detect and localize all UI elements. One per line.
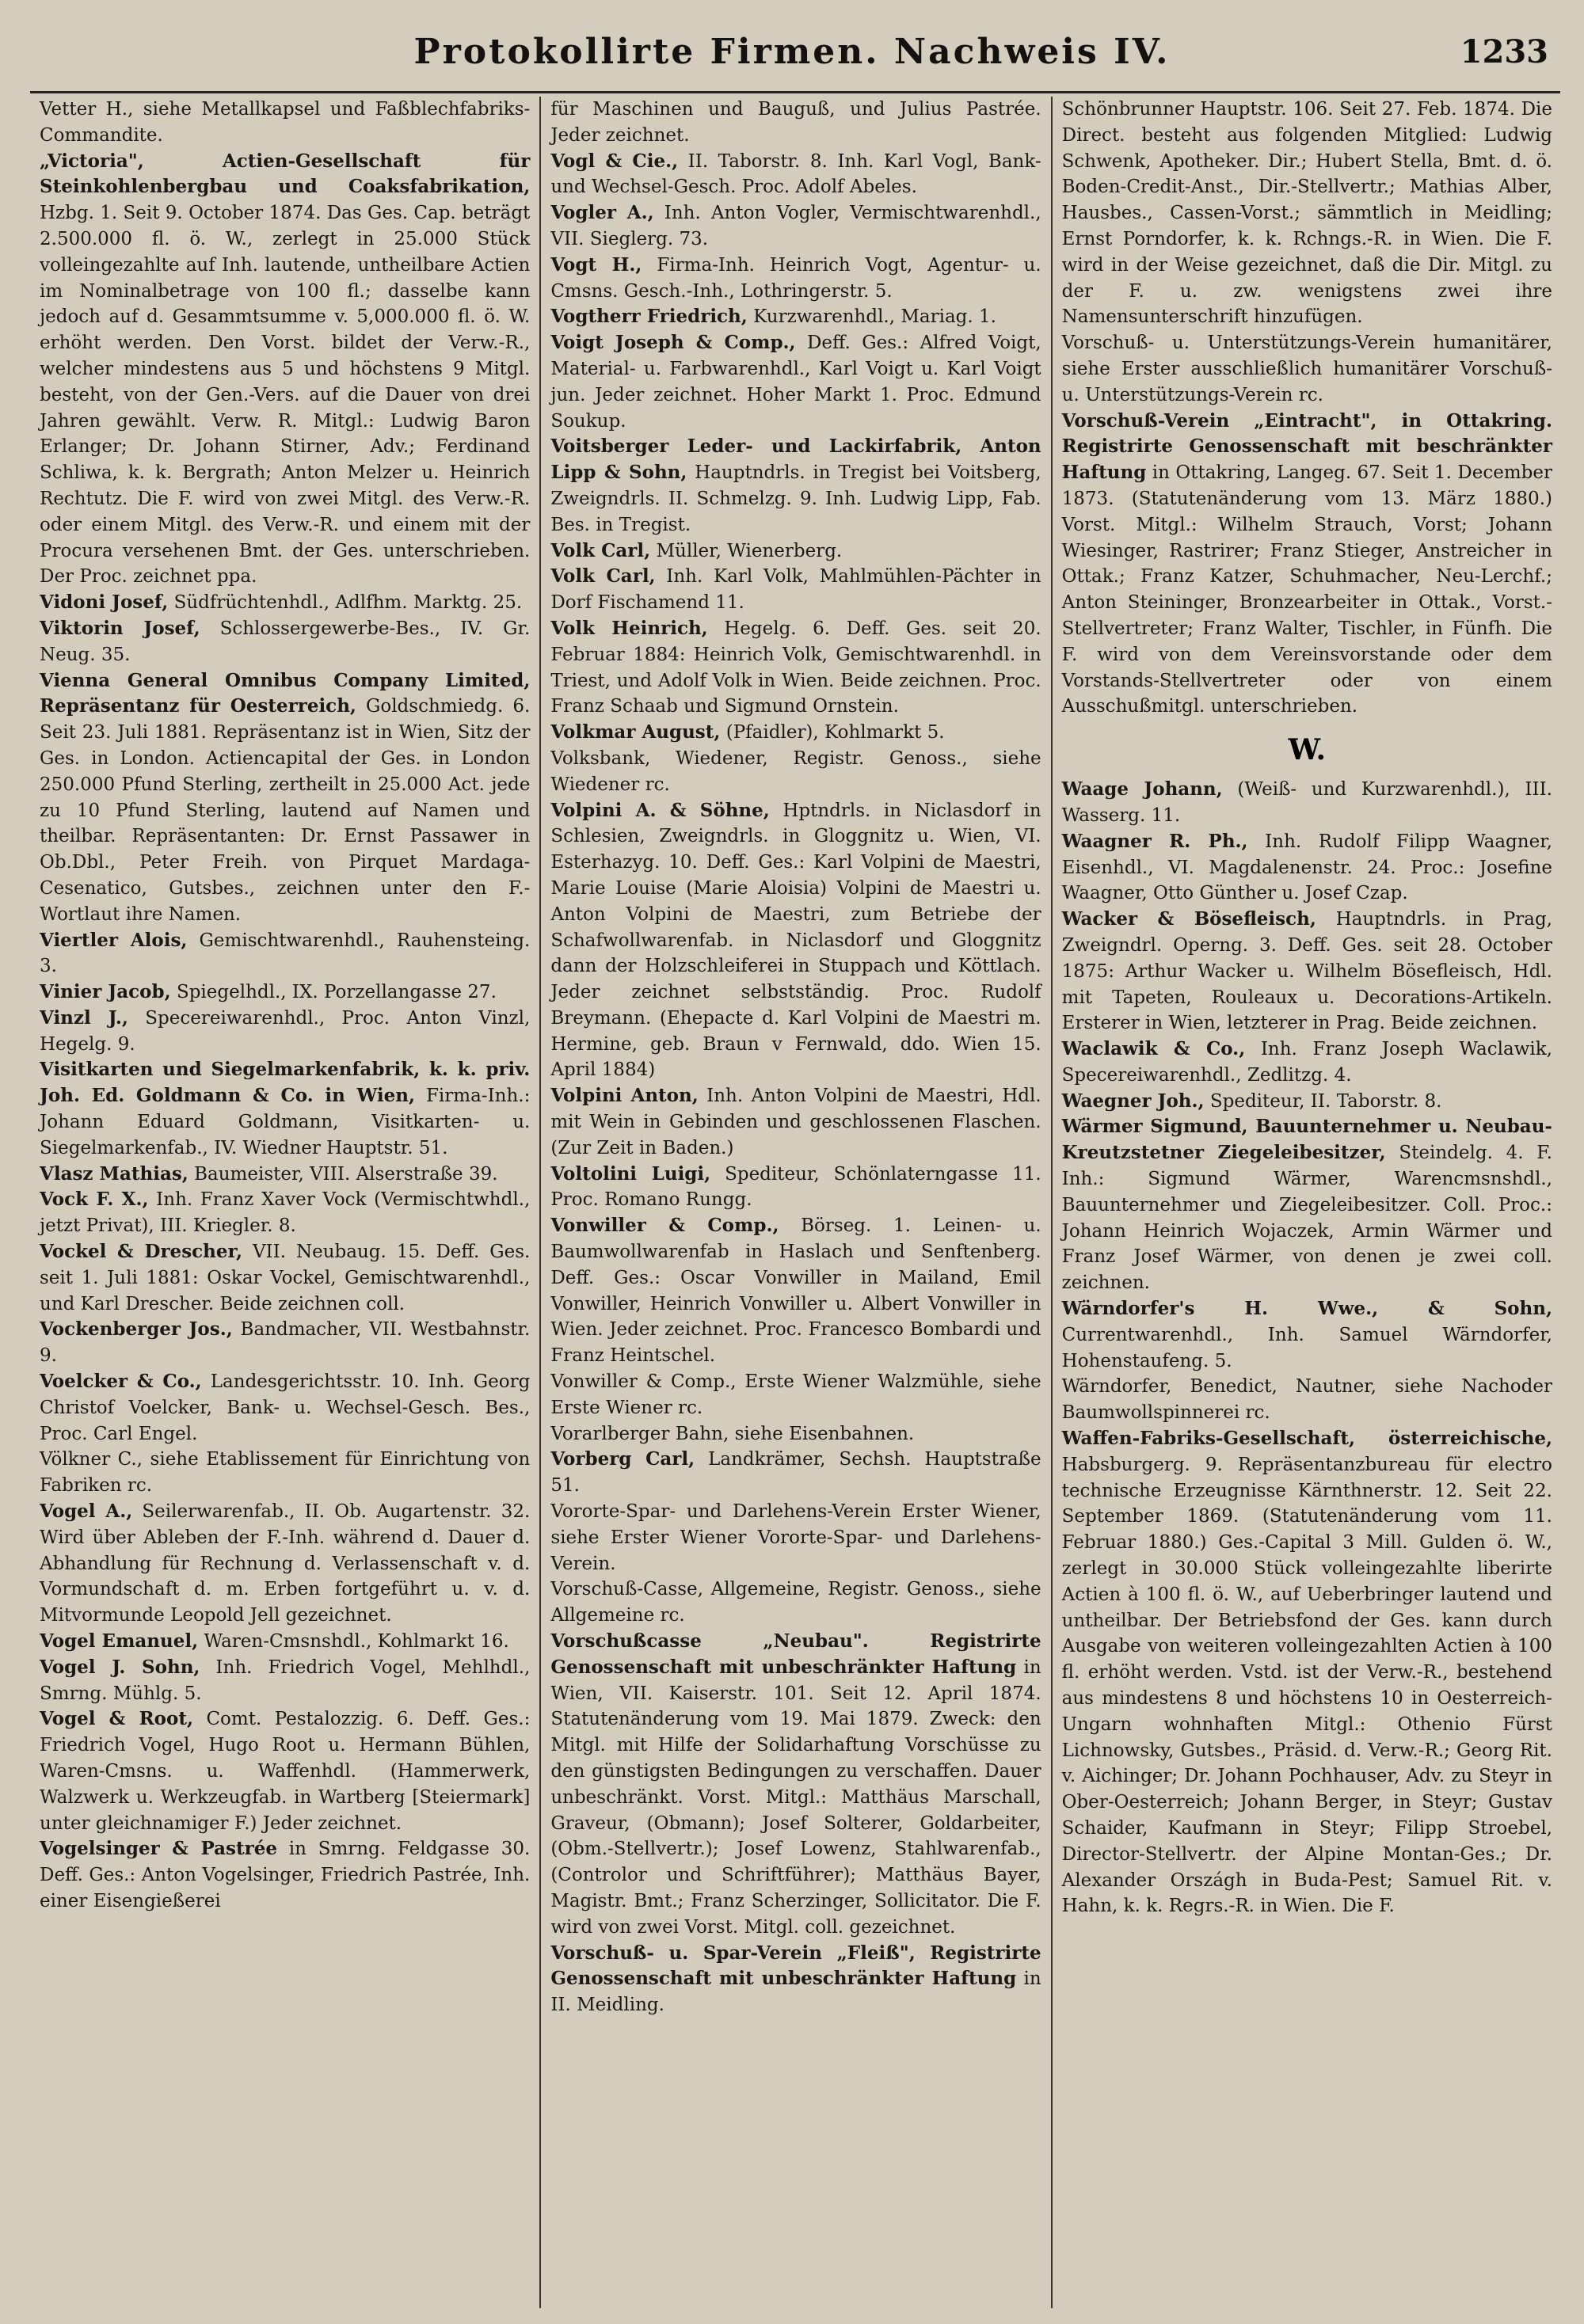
- directory-entry: [40, 1499, 530, 1629]
- entry-text: Müller, Wienerberg.: [656, 540, 843, 561]
- entry-text: Bandmacher, VII. Westbahnstr. 9.: [40, 1319, 531, 1367]
- directory-entry: [550, 798, 1041, 1084]
- entry-text: Südfrüchtenhdl., Adlfhm. Marktg. 25.: [173, 592, 523, 614]
- entry-text: Inh. Anton Volpini de Maestri, Hdl. mit Wein in Gebinden und geschlossenen Flaschen. (Zur Zeit in Baden.): [550, 1086, 1041, 1158]
- entry-name: Vorschuß-Verein „Eintracht", in Ottakring. Registrirte Genossenschaft mit beschränkter Haftung: [1061, 409, 1552, 484]
- entry-name: Vidoni Josef,: [40, 591, 169, 614]
- directory-entry: [550, 538, 1041, 565]
- entry-text: in II. Meidling.: [550, 1968, 1041, 2016]
- entry-name: Waclawik & Co.,: [1061, 1038, 1246, 1060]
- entry-text: Comt. Pestalozzig. 6. Deff. Ges.: Friedrich Vogel, Hugo Root u. Hermann Bühlen, Waren-Cmsns. u. Waffenhdl. (Hammerwerk, Walzwerk u. Werkzeugfab. in Wartberg [Steiermark] unter gleichnamiger F.) Jeder zeichnet.: [40, 1709, 531, 1834]
- entry-text: Deff. Ges.: Alfred Voigt, Material- u. Farbwarenhdl., Karl Voigt u. Karl Voigt jun. Jeder zeichnet. Hoher Markt 1. Proc. Edmund Soukup.: [550, 333, 1041, 432]
- entry-text: Goldschmiedg. 6. Seit 23. Juli 1881. Repräsentanz ist in Wien, Sitz der Ges. in London. Actiencapital der Ges. in London 250.000 Pfund Sterling, zertheilt in 25.000 Act. jede zu 10 Pfund Sterling, lautend auf Namen und theilbar. Repräsentanten: Dr. Ernst Passawer in Ob.Dbl., Peter Freih. von Pirquet Mardaga-Cesenatico, Gutsbes., zeichnen unter den F.-Wortlaut ihre Namen.: [40, 696, 531, 925]
- entry-name: Viktorin Josef,: [40, 617, 200, 639]
- entry-text: Inh. Karl Volk, Mahlmühlen-Pächter in Dorf Fischamend 11.: [550, 566, 1041, 614]
- entry-text: Inh. Rudolf Filipp Waagner, Eisenhdl., VI. Magdalenenstr. 24. Proc.: Josefine Waagner, Otto Günther u. Josef Czap.: [1061, 831, 1552, 904]
- entry-text: II. Taborstr. 8. Inh. Karl Vogl, Bank- und Wechsel-Gesch. Proc. Adolf Abeles.: [550, 150, 1041, 198]
- entry-name: Volk Heinrich,: [550, 617, 708, 639]
- entry-text: Firma-Inh. Heinrich Vogt, Agentur- u. Cmsns. Gesch.-Inh., Lothringerstr. 5.: [550, 254, 1041, 302]
- directory-entry: [550, 1162, 1041, 1214]
- entry-text: Steindelg. 4. F. Inh.: Sigmund Wärmer, Warencmsnshdl., Bauunternehmer und Ziegeleibesitzer. Coll. Proc.: Johann Heinrich Wojaczek, Armin Wärmer und Franz Josef Wärmer, von denen je zwei coll. zeichnen.: [1061, 1143, 1552, 1294]
- entry-name: Volk Carl,: [550, 565, 656, 588]
- entry-text: Baumeister, VIII. Alserstraße 39.: [194, 1163, 498, 1185]
- entry-text: Waren-Cmsnshdl., Kohlmarkt 16.: [204, 1631, 509, 1653]
- directory-entry: [1062, 1296, 1552, 1374]
- entry-text: Vororte-Spar- und Darlehens-Verein Erster Wiener, siehe Erster Wiener Vororte-Spar- und Darlehens-Verein.: [550, 1501, 1041, 1574]
- entry-name: Volpini A. & Söhne,: [550, 799, 770, 821]
- entry-text: für Maschinen und Bauguß, und Julius Pastrée. Jeder zeichnet.: [550, 99, 1041, 146]
- entry-name: Vonwiller & Comp.,: [550, 1215, 779, 1237]
- directory-entry: [550, 1499, 1041, 1577]
- entry-name: Voitsberger Leder- und Lackirfabrik, Anton Lipp & Sohn,: [550, 436, 1041, 484]
- directory-entry: [40, 928, 530, 980]
- directory-entry: [40, 616, 530, 668]
- directory-entry: [1062, 1114, 1552, 1296]
- entry-name: Voltolini Luigi,: [550, 1162, 711, 1185]
- running-head: [0, 32, 1584, 87]
- column-1: [30, 97, 541, 2308]
- entry-text: Schönbrunner Hauptstr. 106. Seit 27. Feb. 1874. Die Direct. besteht aus folgenden Mitglied: Ludwig Schwenk, Apotheker. Dir.; Hubert Stella, Bmt. d. ö. Boden-Credit-Anst., Dir.-Stellvertr.; Mathias Alber, Hausbes., Cassen-Vorst.; sämmtlich in Meidling; Ernst Porndorfer, k. k. Rchngs.-R. in Wien. Die F. wird in der Weise gezeichnet, daß die Dir. Mitgl. zu der F. u. zw. wenigstens zwei ihre Namensunterschrift hinzufügen.: [1061, 99, 1552, 328]
- entry-text: Specereiwarenhdl., Proc. Anton Vinzl, Hegelg. 9.: [40, 1007, 531, 1055]
- entry-name: Viertler Alois,: [40, 929, 188, 951]
- directory-entry: [40, 1239, 530, 1317]
- entry-text: in Wien, VII. Kaiserstr. 101. Seit 12. April 1874. Statutenänderung vom 19. Mai 1879. Zweck: den Mitgl. mit Hilfe der Solidarhaftung Vorschüsse zu den günstigsten Bedingungen zu verschaffen. Dauer unbeschränkt. Vorst. Mitgl.: Matthäus Marschall, Graveur, (Obmann); Josef Solterer, Goldarbeiter, (Obm.-Stellvertr.); Josef Lowenz, Stahlwarenfab., (Controlor und Schriftführer); Matthäus Bayer, Magistr. Bmt.; Franz Scherzinger, Sollicitator. Die F. wird von zwei Vorst. Mitgl. coll. gezeichnet.: [550, 1656, 1041, 1938]
- entry-name: Vorschußcasse „Neubau". Registrirte Genossenschaft mit unbeschränkter Haftung: [550, 1630, 1041, 1678]
- directory-entry: [40, 1369, 530, 1447]
- directory-entry: [1062, 1089, 1552, 1115]
- entry-name: Voelcker & Co.,: [40, 1371, 202, 1393]
- entry-name: Volpini Anton,: [550, 1085, 699, 1107]
- directory-entry: [40, 1317, 530, 1369]
- directory-entry: [40, 1629, 530, 1655]
- entry-name: Waagner R. Ph.,: [1061, 830, 1248, 852]
- header-rule: [30, 91, 1560, 93]
- directory-entry: [1062, 330, 1552, 408]
- directory-entry: [40, 1057, 530, 1161]
- entry-name: Vogtherr Friedrich,: [550, 306, 748, 328]
- column-2: [541, 97, 1052, 2308]
- entry-text: Gemischtwarenhdl., Rauhensteing. 3.: [40, 930, 531, 977]
- entry-name: Vogel A.,: [40, 1501, 133, 1523]
- entry-text: Inh. Friedrich Vogel, Mehlhdl., Smrng. Mühlg. 5.: [40, 1656, 531, 1704]
- entry-text: Spediteur, II. Taborstr. 8.: [1209, 1090, 1442, 1112]
- directory-entry: [1062, 1036, 1552, 1089]
- entry-name: Volk Carl,: [550, 539, 651, 561]
- directory-entry: [40, 979, 530, 1006]
- entry-name: Visitkarten und Siegelmarkenfabrik, k. k. priv. Joh. Ed. Goldmann & Co. in Wien,: [40, 1059, 531, 1107]
- entry-name: Vorschuß- u. Spar-Verein „Fleiß", Registrirte Genossenschaft mit unbeschränkter Haftung: [550, 1942, 1041, 1990]
- directory-entry: [1062, 1374, 1552, 1426]
- entry-text: in Ottakring, Langeg. 67. Seit 1. December 1873. (Statutenänderung vom 13. März 1880.) Vorst. Mitgl.: Wilhelm Strauch, Vorst; Johann Wiesinger, Rastrirer; Franz Stieger, Anstreicher in Ottak.; Franz Katzer, Schuhmacher, Neu-Lerchf.; Anton Steininger, Bronzearbeiter in Ottak., Vorst.-Stellvertreter; Franz Walter, Tischler, in Fünfh. Die F. wird von dem Vereinsvorstande oder dem Vorstands-Stellvertreter oder von einem Ausschußmitgl. unterschrieben.: [1061, 462, 1552, 717]
- directory-entry: [550, 1577, 1041, 1629]
- entry-text: Inh. Franz Xaver Vock (Vermischtwhdl., jetzt Privat), III. Kriegler. 8.: [40, 1189, 531, 1237]
- directory-entry: [550, 616, 1041, 720]
- entry-text: Currentwarenhdl., Inh. Samuel Wärndorfer, Hohenstaufeng. 5.: [1061, 1324, 1552, 1371]
- entry-name: Vogler A.,: [550, 202, 654, 224]
- directory-entry: [1062, 777, 1552, 829]
- directory-entry: [550, 746, 1041, 798]
- entry-name: Vogel J. Sohn,: [40, 1656, 200, 1678]
- letter-heading: W.: [1288, 733, 1326, 767]
- directory-entry: [550, 720, 1041, 746]
- entry-name: Vogl & Cie.,: [550, 150, 679, 172]
- entry-name: Vinier Jacob,: [40, 981, 171, 1003]
- entry-text: Landkrämer, Sechsh. Hauptstraße 51.: [550, 1449, 1041, 1497]
- entry-text: Hzbg. 1. Seit 9. October 1874. Das Ges. Cap. beträgt 2.500.000 fl. ö. W., zerlegt in 25.000 Stück volleingezahlte auf Inh. lautende, untheilbare Actien im Nominalbetrage von 100 fl.; dasselbe kann jedoch auf d. Gesammtsumme v. 5,000.000 fl. ö. W. erhöht werden. Den Vorst. bildet der Verw.-R., welcher mindestens aus 5 und höchstens 9 Mitgl. besteht, von der Gen.-Vers. auf die Dauer von drei Jahren gewählt. Verw. R. Mitgl.: Ludwig Baron Erlanger; Dr. Johann Stirner, Adv.; Ferdinand Schliwa, k. k. Bergrath; Anton Melzer u. Heinrich Rechtutz. Die F. wird von zwei Mitgl. des Verw.-R. oder einem Mitgl. des Verw.-R. und einem mit der Procura versehenen Bmt. der Ges. unterschrieben. Der Proc. zeichnet ppa.: [40, 203, 531, 588]
- entry-text: VII. Neubaug. 15. Deff. Ges. seit 1. Juli 1881: Oskar Vockel, Gemischtwarenhdl., und Karl Drescher. Beide zeichnen coll.: [40, 1242, 531, 1314]
- entry-name: Voigt Joseph & Comp.,: [550, 332, 796, 354]
- entry-name: Wärndorfer's H. Wwe., & Sohn,: [1061, 1298, 1552, 1320]
- directory-entry: [550, 1083, 1041, 1161]
- running-title: Protokollirte Firmen. Nachweis IV.: [413, 32, 1171, 72]
- entry-text: Inh. Franz Joseph Waclawik, Specereiwarenhdl., Zedlitzg. 4.: [1061, 1039, 1552, 1086]
- entry-name: Waegner Joh.,: [1061, 1090, 1205, 1112]
- directory-entry: [1062, 829, 1552, 907]
- entry-text: Völkner C., siehe Etablissement für Einrichtung von Fabriken rc.: [40, 1449, 531, 1497]
- entry-name: Vienna General Omnibus Company Limited, Repräsentanz für Oesterreich,: [40, 669, 531, 717]
- directory-entry: [40, 1655, 530, 1707]
- entry-text: Vorschuß- u. Unterstützungs-Verein humanitärer, siehe Erster ausschließlich humanitärer Vorschuß- u. Unterstützungs-Verein rc.: [1061, 333, 1552, 405]
- entry-name: Vockenberger Jos.,: [40, 1318, 233, 1341]
- directory-entry: [40, 1706, 530, 1836]
- directory-entry: [40, 1447, 530, 1499]
- directory-entry: [550, 1369, 1041, 1421]
- entry-name: Wärmer Sigmund, Bauunternehmer u. Neubau-Kreutzstetner Ziegeleibesitzer,: [1061, 1116, 1552, 1164]
- entry-text: Hegelg. 6. Deff. Ges. seit 20. Februar 1884: Heinrich Volk, Gemischtwarenhdl. in Triest, und Adolf Volk in Wien. Beide zeichnen. Proc. Franz Schaab und Sigmund Ornstein.: [550, 618, 1041, 717]
- directory-entry: [40, 668, 530, 928]
- directory-entry: [550, 97, 1041, 149]
- entry-text: Seilerwarenfab., II. Ob. Augartenstr. 32. Wird über Ableben der F.-Inh. während d. Dauer d. Abhandlung für Rechnung d. Verlassenschaft v. d. Vormundschaft d. m. Erben fortgeführt u. v. d. Mitvormunde Leopold Jell gezeichnet.: [40, 1501, 531, 1626]
- directory-entry: [1062, 97, 1552, 330]
- entry-name: Waage Johann,: [1061, 778, 1223, 801]
- directory-entry: [550, 253, 1041, 305]
- entry-text: Habsburgerg. 9. Repräsentanzbureau für electro technische Erzeugnisse Kärnthnerstr. 12. Seit 22. September 1869. (Statutenänderung vom 11. Februar 1880.) Ges.-Capital 3 Mill. Gulden ö. W., zerlegt in 30.000 Stück volleingezahlte liberirte Actien à 100 fl. ö. W., auf Ueberbringer lautend und untheilbar. Der Betriebsfond der Ges. kann durch Ausgabe von weiteren volleingezahlten Actien à 100 fl. erhöht werden. Vstd. ist der Verw.-R., bestehend aus mindestens 8 und höchstens 10 in Oesterreich-Ungarn wohnhaften Mitgl.: Othenio Fürst Lichnowsky, Gutsbes., Präsid. d. Verw.-R.; Georg Rit. v. Aichinger; Dr. Johann Pochhauser, Adv. zu Steyr in Ober-Oesterreich; Johann Berger, in Steyr; Gustav Schaider, Kaufmann in Steyr; Filipp Stroebel, Director-Stellvertr. der Alpine Montan-Ges.; Dr. Alexander Országh in Buda-Pest; Samuel Rit. v. Hahn, k. k. Regrs.-R. in Wien. Die F.: [1061, 1454, 1552, 1917]
- directory-entry: [1062, 409, 1552, 721]
- entry-text: Spiegelhdl., IX. Porzellangasse 27.: [176, 982, 497, 1003]
- entry-text: Hauptndrls. in Tregist bei Voitsberg, Zweigndrls. II. Schmelzg. 9. Inh. Ludwig Lipp, Fab. Bes. in Tregist.: [550, 462, 1041, 535]
- directory-entry: [40, 590, 530, 616]
- directory-entry: [550, 1941, 1041, 2018]
- directory-entry: [40, 1836, 530, 1914]
- entry-name: Vogel & Root,: [40, 1708, 193, 1730]
- entry-name: Vogelsinger & Pastrée: [40, 1838, 278, 1860]
- entry-text: Spediteur, Schönlaterngasse 11. Proc. Romano Rungg.: [550, 1163, 1041, 1211]
- directory-entry: [550, 1447, 1041, 1499]
- directory-entry: [1062, 907, 1552, 1036]
- entry-name: Vockel & Drescher,: [40, 1241, 242, 1263]
- entry-name: Vogt H.,: [550, 253, 642, 276]
- entry-name: Vorberg Carl,: [550, 1448, 695, 1470]
- entry-text: (Weiß- und Kurzwarenhdl.), III. Wasserg. 11.: [1061, 779, 1552, 826]
- directory-entry: [550, 149, 1041, 201]
- entry-text: Landesgerichtsstr. 10. Inh. Georg Christof Voelcker, Bank- u. Wechsel-Gesch. Bes., Proc. Carl Engel.: [40, 1371, 531, 1444]
- directory-entry: [550, 1213, 1041, 1369]
- entry-text: in Smrng. Feldgasse 30. Deff. Ges.: Anton Vogelsinger, Friedrich Pastrée, Inh. einer Eisengießerei: [40, 1839, 531, 1911]
- entry-text: Börseg. 1. Leinen- u. Baumwollwarenfab in Haslach und Senftenberg. Deff. Ges.: Oscar Vonwiller in Mailand, Emil Vonwiller, Heinrich Vonwiller u. Albert Vonwiller in Wien. Jeder zeichnet. Proc. Francesco Bombardi und Franz Heintschel.: [550, 1215, 1041, 1367]
- entry-text: Vorschuß-Casse, Allgemeine, Registr. Genoss., siehe Allgemeine rc.: [550, 1579, 1041, 1626]
- entry-name: Vogel Emanuel,: [40, 1630, 199, 1653]
- entry-text: Vonwiller & Comp., Erste Wiener Walzmühle, siehe Erste Wiener rc.: [550, 1371, 1041, 1418]
- entry-text: Volksbank, Wiedener, Registr. Genoss., siehe Wiedener rc.: [550, 747, 1041, 795]
- entry-text: Vorarlberger Bahn, siehe Eisenbahnen.: [550, 1423, 915, 1444]
- entry-text: Wärndorfer, Benedict, Nautner, siehe Nachoder Baumwollspinnerei rc.: [1061, 1376, 1552, 1424]
- entry-text: Kurzwarenhdl., Mariag. 1.: [753, 306, 996, 328]
- directory-entry: [40, 97, 530, 149]
- entry-text: Schlossergewerbe-Bes., IV. Gr. Neug. 35.: [40, 618, 531, 665]
- entry-name: Vlasz Mathias,: [40, 1162, 188, 1185]
- directory-entry: [550, 304, 1041, 330]
- page-number: 1233: [1460, 33, 1548, 70]
- entry-name: Vock F. X.,: [40, 1189, 149, 1211]
- directory-entry: [550, 330, 1041, 434]
- directory-entry: [1062, 1426, 1552, 1919]
- columns: [30, 97, 1562, 2308]
- entry-text: Vetter H., siehe Metallkapsel und Faßblechfabriks-Commandite.: [40, 99, 531, 146]
- directory-entry: [550, 434, 1041, 538]
- column-3: [1053, 97, 1562, 2308]
- directory-entry: [550, 200, 1041, 253]
- entry-name: Vinzl J.,: [40, 1006, 128, 1029]
- entry-text: Hptndrls. in Niclasdorf in Schlesien, Zweigndrls. in Gloggnitz u. Wien, VI. Esterhazyg. 10. Deff. Ges.: Karl Volpini de Maestri, Marie Louise (Marie Aloisia) Volpini de Maestri u. Anton Volpini de Maestri, zum Betriebe der Schafwollwarenfab. in Niclasdorf und Gloggnitz dann der Holzschleiferei in Stuppach und Köttlach. Jeder zeichnet selbstständig. Proc. Rudolf Breymann. (Ehepacte d. Karl Volpini de Maestri m. Hermine, geb. Braun v Fernwald, ddo. Wien 15. April 1884): [550, 800, 1041, 1081]
- directory-entry: [550, 564, 1041, 616]
- directory-entry: [40, 149, 530, 591]
- directory-entry: [550, 1421, 1041, 1447]
- directory-entry: [40, 1187, 530, 1239]
- entry-name: Waffen-Fabriks-Gesellschaft, österreichische,: [1061, 1428, 1552, 1450]
- entry-text: Hauptndrls. in Prag, Zweigndrl. Operng. 3. Deff. Ges. seit 28. October 1875: Arthur Wacker u. Wilhelm Bösefleisch, Hdl. mit Tapeten, Rouleaux u. Decorations-Artikeln. Ersterer in Wien, letzterer in Prag. Beide zeichnen.: [1061, 909, 1552, 1034]
- entry-name: Wacker & Bösefleisch,: [1061, 908, 1316, 930]
- directory-entry: [40, 1006, 530, 1058]
- directory-entry: [40, 1162, 530, 1188]
- directory-entry: [550, 1629, 1041, 1941]
- entry-text: Firma-Inh.: Johann Eduard Goldmann, Visitkarten- u. Siegelmarkenfab., IV. Wiedner Hauptstr. 51.: [40, 1086, 531, 1158]
- entry-name: Volkmar August,: [550, 721, 721, 744]
- entry-text: Inh. Anton Vogler, Vermischtwarenhdl., VII. Sieglerg. 73.: [550, 203, 1041, 249]
- entry-name: „Victoria", Actien-Gesellschaft für Steinkohlenbergbau und Coaksfabrikation,: [40, 150, 531, 198]
- entry-text: (Pfaidler), Kohlmarkt 5.: [725, 722, 945, 744]
